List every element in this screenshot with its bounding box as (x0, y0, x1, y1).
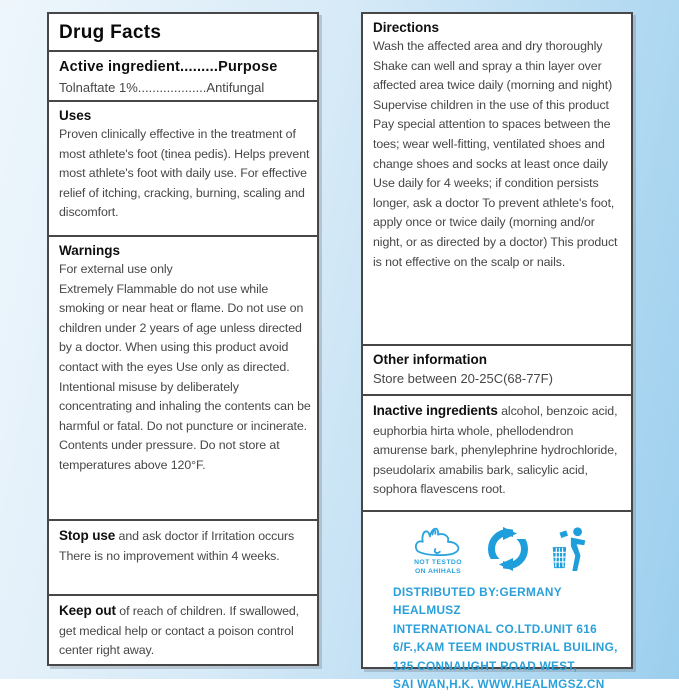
certification-icons-row (373, 522, 625, 576)
directions-heading: Directions (373, 20, 440, 35)
rabbit-caption-line1: NOT TESTDO (414, 559, 462, 566)
stop-use-section (49, 519, 317, 594)
drug-facts-left-panel (47, 12, 319, 666)
distributor-line: INTERNATIONAL CO.LTD.UNIT 616 (393, 621, 598, 636)
active-ingredient-value: Tolnaftate 1%...................Antifungal (59, 80, 265, 95)
uses-section (49, 100, 317, 235)
directions-section (363, 14, 631, 344)
uses-heading: Uses (59, 108, 92, 123)
drug-facts-title-section (49, 14, 317, 50)
inactive-ingredients-section (363, 394, 631, 510)
active-ingredient-section (49, 50, 317, 100)
keep-out-text (59, 601, 311, 661)
inactive-ingredients-body: alcohol, benzoic acid, euphorbia hirta whole, phellodendron amurense bark, phenylephrine hydrochloride, pseudolarix amabilis bark, salicylic acid, sophora flavescens root. (373, 404, 618, 497)
stop-use-text (59, 526, 311, 566)
uses-body: Proven clinically effective in the treatment of most athlete's foot (tinea pedis). Helps prevent most athlete's foot with daily use. For effective relief of itching, cracking, burning, scaling and discomfort. (59, 127, 310, 220)
drug-facts-title: Drug Facts (59, 22, 162, 43)
certifications-and-distributor-section (363, 510, 631, 697)
inactive-ingredients-text (373, 401, 625, 500)
drug-facts-right-panel (361, 12, 633, 692)
distributor-line: 135 CONNAUGHT ROAD WEST, (393, 658, 578, 673)
distributor-line: 6/F.,KAM TEEM INDUSTRIAL BUILING, (393, 640, 618, 655)
other-information-section (363, 344, 631, 394)
active-ingredient-header: Active ingredient.........Purpose (59, 59, 278, 75)
keep-out-body: of reach of children. If swallowed, get medical help or contact a poison control center right away. (59, 604, 299, 658)
rabbit-icon (407, 522, 469, 558)
recycle-icon (485, 526, 531, 572)
warnings-line1: For external use only (59, 262, 173, 276)
stop-use-body: and ask doctor if Irritation occurs There is no improvement within 4 weeks. (59, 529, 295, 563)
other-information-heading: Other information (373, 352, 487, 367)
not-tested-on-animals-block (407, 522, 469, 576)
distributor-line: SAI WAN,H.K. WWW.HEALMGSZ.CN (393, 677, 605, 692)
directions-body: Wash the affected area and dry thoroughly Shake can well and spray a thin layer over affected area twice daily (morning and night) Supervise children in the use of this product Pay special attention to spaces between the toes; wear well-fitting, ventilated shoes and change shoes and socks at least once daily Use daily for 4 weeks; if condition persists longer, ask a doctor To prevent athlete's foot, apply once or twice daily (morning and/or night, or as directed by a doctor) This product is not effective on the scalp or nails. (373, 39, 618, 269)
keep-out-heading: Keep out (59, 603, 116, 618)
distributor-line: DISTRIBUTED BY:GERMANY HEALMUSZ (393, 585, 562, 618)
rabbit-caption-line2: ON AHIHALS (414, 568, 462, 575)
warnings-body: Extremely Flammable do not use while smoking or near heat or flame. Do not use on children under 2 years of age unless directed by a doctor. When using this product avoid contact with the eyes Use only as directed. Intentional misuse by deliberately concentrating and inhaling the contents can be harmful or fatal. Do not puncture or incinerate. Contents under pressure. Do not store at temperatures above 120°F. (59, 281, 311, 472)
keep-out-section (49, 594, 317, 665)
stop-use-heading: Stop use (59, 528, 116, 543)
inactive-ingredients-heading: Inactive ingredients (373, 403, 498, 418)
other-information-body: Store between 20-25C(68-77F) (373, 371, 553, 386)
warnings-heading: Warnings (59, 243, 121, 258)
warnings-section (49, 235, 317, 519)
distributor-info (373, 583, 625, 693)
trash-disposal-icon (547, 526, 591, 572)
